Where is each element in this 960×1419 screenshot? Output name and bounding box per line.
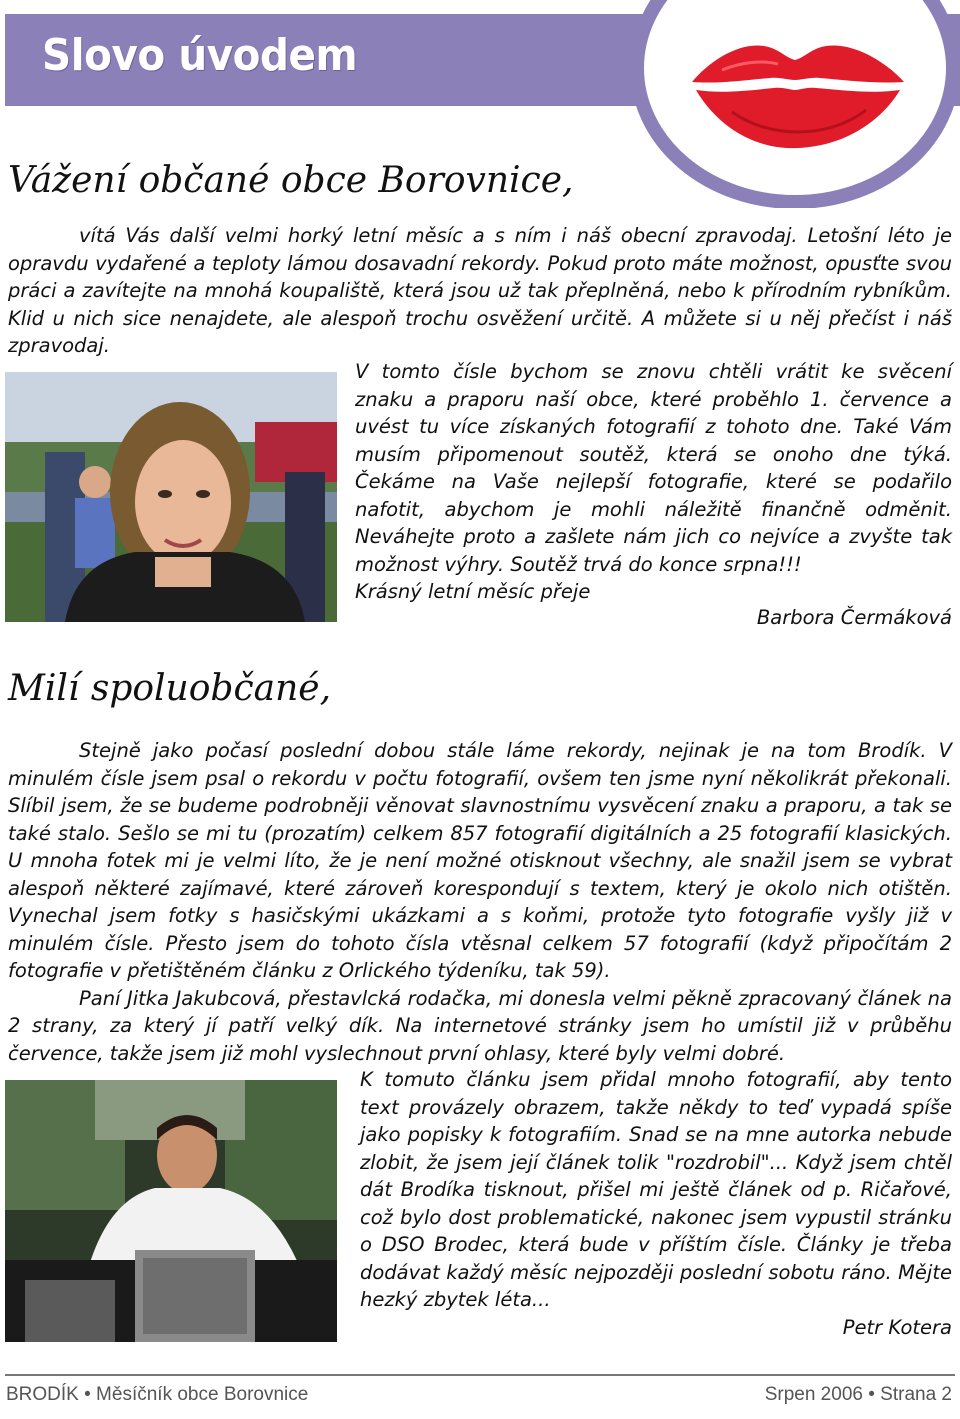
article-paragraph: K tomuto článku jsem přidal mnoho fotografií, aby tento text provázely obrazem, takže někdy to teď vypadá spíše jako popisky k fotografiím. Snad se na mne autorka nebude zlobit, že jsem její článek tolik "rozdrobil"... Když jsem chtěl dát Brodíka tisknout, přišel mi ještě článek od p. Ričařové, což bylo dost problematické, nakonec jsem vypustil stránku o DSO Brodec, která bude v příštím čísle. Články je třeba dodávat každý měsíc nejpozději poslední sobotu ráno. Mějte hezký zbytek léta... — [360, 1068, 952, 1311]
closing-line: Krásný letní měsíc přeje — [355, 580, 591, 603]
editor-text-2: Paní Jitka Jakubcová, přestavlcká rodačka, mi donesla velmi pěkně zpracovaný článek na 2 strany, za který jí patří velký dík. Na internetové stránky jsem ho umístil již v průběhu července, takže jsem již mohl vyslechnout první ohlasy, které byly velmi dobré. — [8, 986, 952, 1065]
footer-publication: BRODÍK • Měsíčník obce Borovnice — [6, 1384, 309, 1405]
footer-divider — [5, 1374, 955, 1376]
page-title: Slovo úvodem — [42, 30, 358, 81]
editor-paragraph — [8, 737, 952, 1067]
author-photo-woman — [5, 372, 337, 622]
editor-text-1: Stejně jako počasí poslední dobou stále láme rekordy, nejinak je na tom Brodík. V minulém čísle jsem psal o rekordu v počtu fotografií, ovšem ten jsme nyní několikrát překonali. Slíbil jsem, že se budeme podrobněji věnovat slavnostnímu vysvěcení znaku a praporu, a tak se také stalo. Sešlo se mi tu (prozatím) celkem 857 fotografií digitálních a 25 fotografií klasických. U mnoha fotek mi je velmi líto, že je není možné otisknout všechny, ale snažil jsem se vybrat alespoň některé zajímavé, které zároveň korespondují s textem, který je okolo nich otištěn. Vynechal jsem fotky s hasičskými ukázkami a s koňmi, protože tyto fotografie vyšly již v minulém čísle. Přesto jsem do tohoto čísla vtěsnal celkem 57 fotografií (když připočítám 2 fotografie v přetištěném článku z Orlického týdeníku, tak 59). — [8, 739, 952, 982]
intro-paragraph: vítá Vás další velmi horký letní měsíc a s ním i náš obecní zpravodaj. Letošní léto je opravdu vydařené a teploty lámou dosavadní rekordy. Pokud proto máte možnost, opusťte svou práci a zavítejte na mnohá koupaliště, která jsou už tak přeplněná, nebo k přírodním rybníkům. Klid u nich sice nenajdete, ale alespoň trochu osvěžení určitě. A můžete si u něj přečíst i náš zpravodaj. — [8, 224, 952, 358]
footer-page-info: Srpen 2006 • Strana 2 — [764, 1384, 952, 1405]
contest-paragraph — [355, 358, 952, 606]
greeting-neighbours: Milí spoluobčané, — [8, 668, 332, 709]
author-photo-man — [5, 1080, 337, 1342]
greeting-villagers: Vážení občané obce Borovnice, — [8, 160, 574, 201]
contest-text: V tomto čísle bychom se znovu chtěli vrátit ke svěcení znaku a praporu naší obce, které proběhlo 1. července a uvést tu více získaných fotografií z tohoto dne. Také Vám musím připomenout soutěž, která se onoho dne týká. Čekáme na Vaše nejlepší fotografie, které se podařilo nafotit, abychom je mohli náležitě finančně odměnit. Neváhejte proto a zašlete nám jich co nejvíce a zvyšte tak možnost výhry. Soutěž trvá do konce srpna!!! — [355, 360, 952, 576]
signature-petr: Petr Kotera — [842, 1316, 952, 1339]
signature-barbora: Barbora Čermáková — [756, 606, 952, 629]
red-lips-icon — [592, 0, 960, 208]
